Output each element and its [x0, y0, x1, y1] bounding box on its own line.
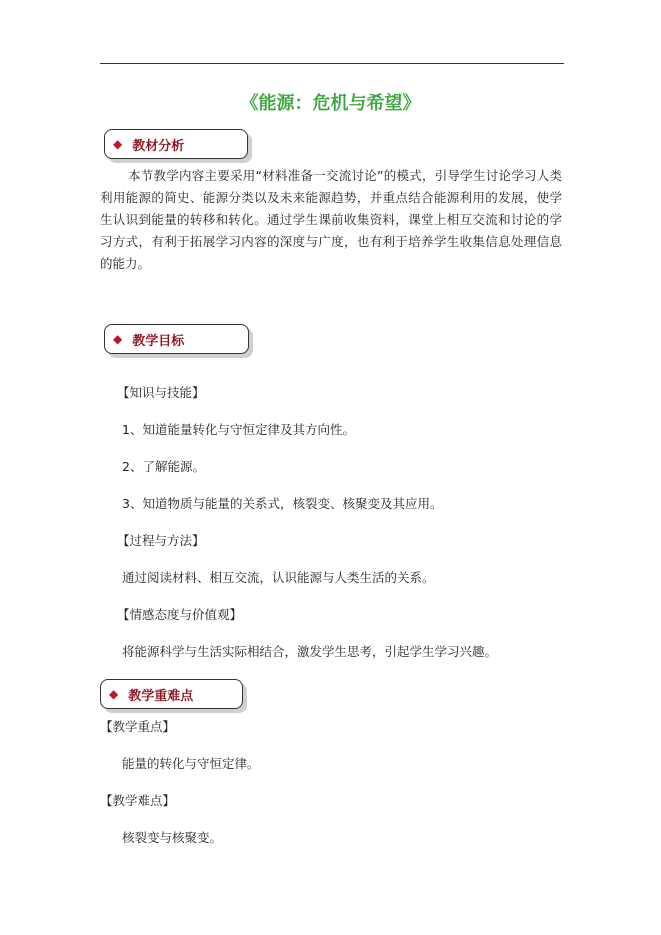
focus-label: 【教学重点】 — [100, 719, 176, 734]
red-diamond-icon: ◆ — [113, 137, 123, 151]
attitude-text: 将能源科学与生活实际相结合，激发学生思考，引起学生学习兴趣。 — [122, 644, 498, 659]
header-rule — [100, 63, 564, 64]
section-heading-keypoints — [100, 679, 243, 709]
section-heading-analysis — [104, 129, 248, 159]
section-heading-label: 教学重难点 — [128, 688, 194, 704]
objective-item-1: 1、知道能量转化与守恒定律及其方向性。 — [122, 422, 355, 437]
process-label: 【过程与方法】 — [117, 533, 205, 548]
section-heading-label: 教学目标 — [132, 333, 185, 349]
section-heading-label: 教材分析 — [132, 138, 185, 154]
page-title: 《能源：危机与希望》 — [240, 93, 421, 114]
section-heading-objectives — [104, 324, 249, 354]
objective-item-3: 3、知道物质与能量的关系式，核裂变、核聚变及其应用。 — [122, 496, 443, 511]
objective-item-2: 2、了解能源。 — [122, 459, 205, 474]
process-text: 通过阅读材料、相互交流，认识能源与人类生活的关系。 — [122, 570, 435, 585]
knowledge-label: 【知识与技能】 — [117, 385, 205, 400]
analysis-paragraph: 本节教学内容主要采用“材料准备一交流讨论”的模式，引导学生讨论学习人类利用能源的简史、能源分类以及未来能源趋势，并重点结合能源利用的发展，使学生认识到能量的转移和转化。通过学生课前收集资料，课堂上相互交流和讨论的学习方式，有利于拓展学习内容的深度与广度，也有利于培养学生收集信息处理信息的能力。 — [100, 168, 562, 271]
difficulty-label: 【教学难点】 — [100, 793, 176, 808]
red-diamond-icon: ◆ — [109, 687, 119, 701]
red-diamond-icon: ◆ — [113, 332, 123, 346]
focus-text: 能量的转化与守恒定律。 — [122, 756, 260, 771]
difficulty-text: 核裂变与核聚变。 — [122, 830, 223, 845]
attitude-label: 【情感态度与价值观】 — [117, 607, 243, 622]
